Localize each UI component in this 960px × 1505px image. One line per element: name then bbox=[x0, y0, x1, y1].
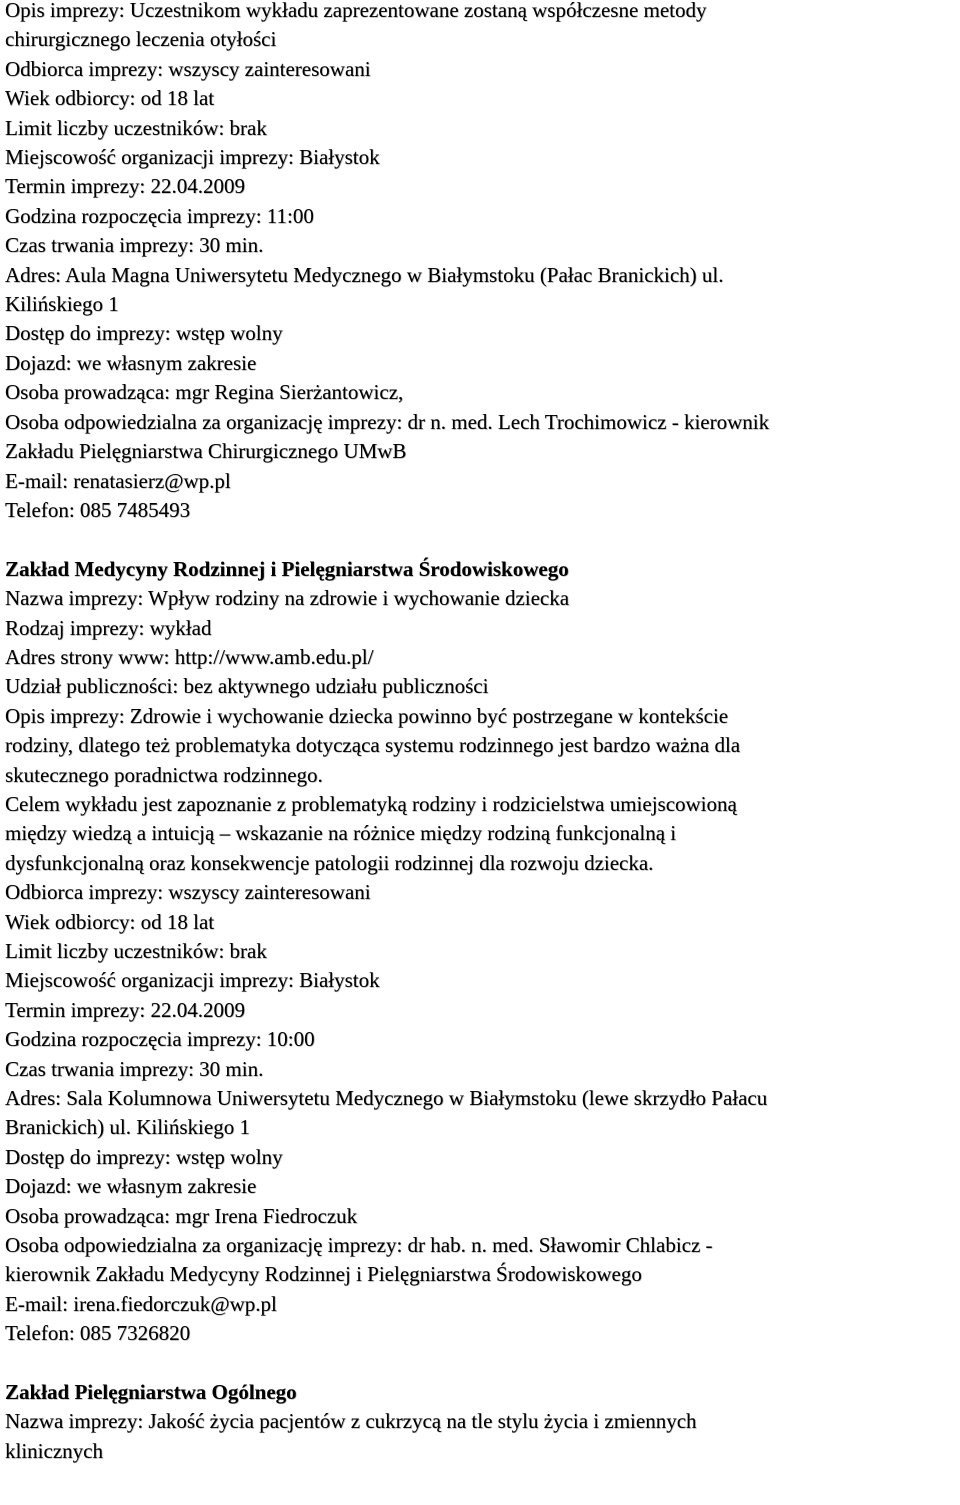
event-1-travel: Dojazd: we własnym zakresie bbox=[5, 350, 257, 375]
event-1-start-time: Godzina rozpoczęcia imprezy: 11:00 bbox=[5, 203, 314, 228]
section-2-website: Adres strony www: http://www.amb.edu.pl/ bbox=[5, 644, 374, 669]
section-2-travel: Dojazd: we własnym zakresie bbox=[5, 1174, 257, 1199]
event-1-duration: Czas trwania imprezy: 30 min. bbox=[5, 233, 264, 258]
event-1-city: Miejscowość organizacji imprezy: Białystok bbox=[5, 145, 380, 170]
section-2-age: Wiek odbiorcy: od 18 lat bbox=[5, 909, 215, 934]
event-1-email: E-mail: renatasierz@wp.pl bbox=[5, 468, 231, 493]
section-2-event-type: Rodzaj imprezy: wykład bbox=[5, 615, 212, 640]
section-2-event-name: Nazwa imprezy: Wpływ rodziny na zdrowie i wychowanie dziecka bbox=[5, 586, 570, 611]
event-1-organizer-line-1: Osoba odpowiedzialna za organizację imprezy: dr n. med. Lech Trochimowicz - kierownik bbox=[5, 409, 770, 434]
section-2-address-line-1: Adres: Sala Kolumnowa Uniwersytetu Medycznego w Białymstoku (lewe skrzydło Pałacu bbox=[5, 1086, 768, 1111]
section-2-description-line-5: między wiedzą a intuicją – wskazanie na różnice między rodziną funkcjonalną i bbox=[5, 821, 677, 846]
section-3-heading: Zakład Pielęgniarstwa Ogólnego bbox=[5, 1380, 297, 1405]
section-3-event-name-line-1: Nazwa imprezy: Jakość życia pacjentów z cukrzycą na tle stylu życia i zmiennych bbox=[5, 1409, 697, 1434]
section-2-city: Miejscowość organizacji imprezy: Białystok bbox=[5, 968, 380, 993]
section-2-address-line-2: Branickich) ul. Kilińskiego 1 bbox=[5, 1115, 250, 1140]
section-2-start-time: Godzina rozpoczęcia imprezy: 10:00 bbox=[5, 1027, 315, 1052]
section-2-date: Termin imprezy: 22.04.2009 bbox=[5, 997, 245, 1022]
event-1-date: Termin imprezy: 22.04.2009 bbox=[5, 174, 245, 199]
event-1-audience: Odbiorca imprezy: wszyscy zainteresowani bbox=[5, 56, 371, 81]
event-1-organizer-line-2: Zakładu Pielęgniarstwa Chirurgicznego UMwB bbox=[5, 439, 407, 464]
event-1-participant-limit: Limit liczby uczestników: brak bbox=[5, 115, 267, 140]
section-2-description-line-2: rodziny, dlatego też problematyka dotycząca systemu rodzinnego jest bardzo ważna dla bbox=[5, 733, 741, 758]
event-1-details bbox=[5, 0, 955, 525]
section-2-phone: Telefon: 085 7326820 bbox=[5, 1321, 191, 1346]
event-1-address-line-1: Adres: Aula Magna Uniwersytetu Medycznego w Białymstoku (Pałac Branickich) ul. bbox=[5, 262, 724, 287]
section-2-host: Osoba prowadząca: mgr Irena Fiedroczuk bbox=[5, 1203, 358, 1228]
section-2-description-line-4: Celem wykładu jest zapoznanie z problematyką rodziny i rodzicielstwa umiejscowioną bbox=[5, 791, 737, 816]
section-2-description-line-6: dysfunkcjonalną oraz konsekwencje patologii rodzinnej dla rozwoju dziecka. bbox=[5, 850, 654, 875]
event-1-age: Wiek odbiorcy: od 18 lat bbox=[5, 86, 215, 111]
section-2-organizer-line-2: kierownik Zakładu Medycyny Rodzinnej i Pielęgniarstwa Środowiskowego bbox=[5, 1262, 642, 1287]
section-family-medicine bbox=[5, 555, 955, 1349]
section-2-participant-limit: Limit liczby uczestników: brak bbox=[5, 938, 267, 963]
section-2-email: E-mail: irena.fiedorczuk@wp.pl bbox=[5, 1291, 277, 1316]
section-3-event-name-line-2: klinicznych bbox=[5, 1438, 103, 1463]
section-2-access: Dostęp do imprezy: wstęp wolny bbox=[5, 1144, 283, 1169]
document-page bbox=[5, 0, 955, 1466]
section-2-organizer-line-1: Osoba odpowiedzialna za organizację imprezy: dr hab. n. med. Sławomir Chlabicz - bbox=[5, 1233, 713, 1258]
event-1-access: Dostęp do imprezy: wstęp wolny bbox=[5, 321, 283, 346]
event-1-address-line-2: Kilińskiego 1 bbox=[5, 292, 119, 317]
event-1-description-line-2: chirurgicznego leczenia otyłości bbox=[5, 27, 277, 52]
event-1-phone: Telefon: 085 7485493 bbox=[5, 497, 191, 522]
section-2-description-line-1: Opis imprezy: Zdrowie i wychowanie dziecka powinno być postrzegane w kontekście bbox=[5, 703, 729, 728]
section-2-description-line-3: skutecznego poradnictwa rodzinnego. bbox=[5, 762, 323, 787]
section-2-audience: Odbiorca imprezy: wszyscy zainteresowani bbox=[5, 880, 371, 905]
section-2-participation: Udział publiczności: bez aktywnego udziału publiczności bbox=[5, 674, 489, 699]
event-1-description-line-1: Opis imprezy: Uczestnikom wykładu zaprezentowane zostaną współczesne metody bbox=[5, 0, 707, 22]
section-2-duration: Czas trwania imprezy: 30 min. bbox=[5, 1056, 264, 1081]
event-1-host: Osoba prowadząca: mgr Regina Sierżantowicz, bbox=[5, 380, 404, 405]
section-general-nursing bbox=[5, 1378, 955, 1466]
section-2-heading: Zakład Medycyny Rodzinnej i Pielęgniarstwa Środowiskowego bbox=[5, 556, 569, 581]
